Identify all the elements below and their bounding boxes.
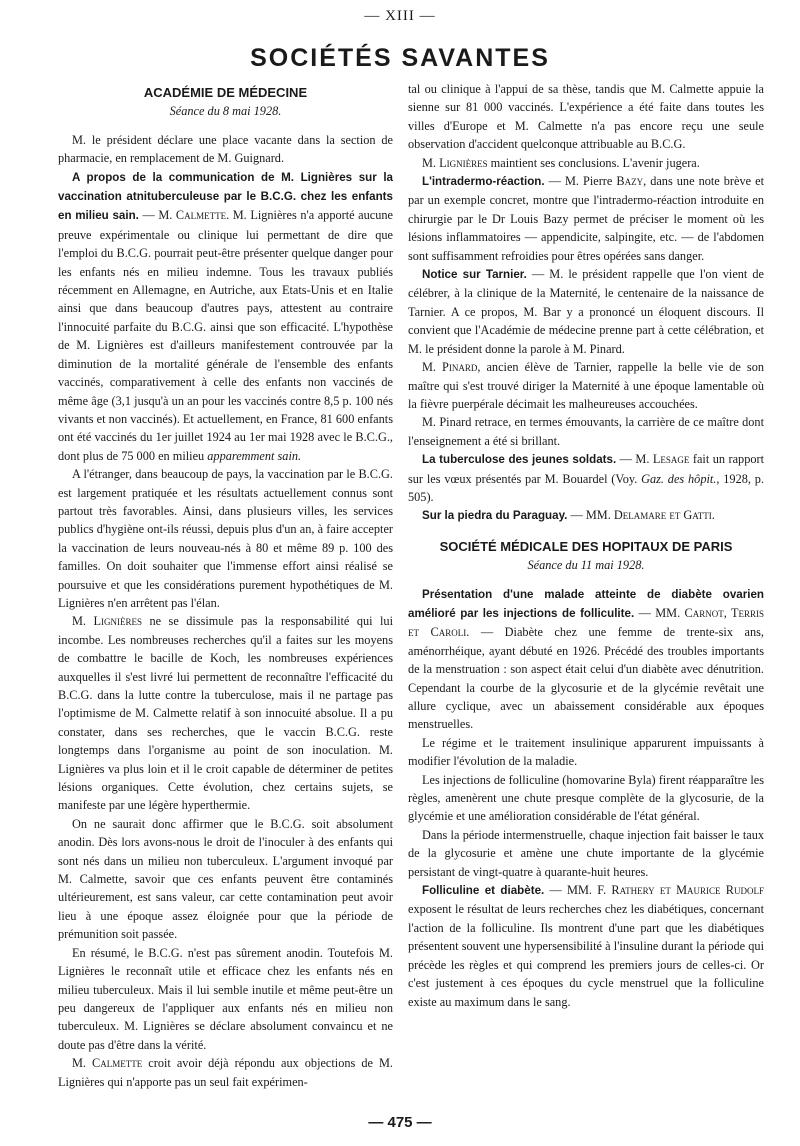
article-heading: Notice sur Tarnier. [422,268,527,282]
page-title: SOCIÉTÉS SAVANTES [250,44,550,72]
roman-page-number: — XIII — [364,8,436,24]
section-title-hopitaux: SOCIÉTÉ MÉDICALE DES HOPITAUX DE PARIS [439,538,733,554]
section-title-academie: ACADÉMIE DE MÉDECINE [143,85,308,100]
seance-date: Séance du 11 mai 1928. [527,558,645,573]
paragraph: Le régime et le traitement insulinique apparurent impuissants à modifier l'évolution de la maladie. [408,735,764,769]
paragraph: M. Lignières maintient ses conclusions. L'avenir jugera. [422,155,700,170]
article-heading: Présentation d'une malade atteinte de diabète ovarien amélioré par les injections de folliculite. [408,587,764,620]
paragraph: Dans la période intermenstruelle, chaque injection fait baisser le taux de la glycosurie et amène une chute importante de la glycémie persistant de vingt-quatre à quarante-huit heures. [408,827,764,879]
paragraph: M. Pinard, ancien élève de Tarnier, rappelle la belle vie de son maître qui s'est trouvé diriger la Maternité à une époque lamentable où la fièvre puerpérale décimait les malheureuses accouchées. [408,360,764,411]
paragraph: En résumé, le B.C.G. n'est pas sûrement anodin. Toutefois M. Lignières le reconnaît utile et efficace chez les enfants nés en milieu tuberculeux. Mais il lui semble inutile et même peut-être un peu dangereux de l'appliquer aux enfants nés en milieu non tuberculeux. M. Lignières se déclare absolument convaincu et ne doute pas d'être dans la vérité. [58,945,393,1052]
paragraph: A l'étranger, dans beaucoup de pays, la vaccination par le B.C.G. est largement pratiquée et les résultats actuellement connus sont partout très favorables. Ainsi, dans plusieurs villes, les services publics d'hygiène ont-ils réussi, depuis plus d'un an, à faire accepter la vaccination de leurs nouveau-nés à 80 et même 89 p. 100 des familles. On doit souhaiter que l'immense effort ainsi réalisé se poursuive et que les considérations purement hypothétiques de M. Lignières n'en arrêtent pas l'élan. [58,467,393,610]
article-heading: A propos de la communication de M. Lignières sur la vaccination atnituberculeuse par le B.C.G. chez les enfants en milieu sain. [58,170,393,223]
author-name: Rathery et Maurice Rudolf [611,883,765,898]
article-heading: La tuberculose des jeunes soldats. [422,453,617,467]
author-name: Calmette [92,1056,143,1071]
article-heading: Sur la piedra du Paraguay. [422,509,568,523]
right-column [408,80,764,1011]
paragraph: Les injections de folliculine (homovarine Byla) firent réapparaître les règles, amenèrent une chute presque complète de la glycosurie, de la glycémie et une amélioration considérable de l'état général. [408,772,764,824]
author-name: Pinard [442,360,478,375]
page-number: — 475 — [368,1114,432,1131]
paragraph: L'intradermo-réaction. — M. Pierre Bazy, dans une note brève et par un exemple concret, montre que l'intradermo-réaction introduite en chirurgie par le Dr Louis Bazy permet de préciser le moment où les lésions inflammatoires — appendicite, salpingite, etc. — de l'abdomen sont suffisamment refroidies pour êtres opérées sans danger. [408,174,764,263]
section-spacer [408,526,764,534]
paragraph: M. Lignières ne se dissimule pas la responsabilité qui lui incombe. Les nombreuses recherches qu'il a faites sur les moyens de combattre le bacille de Koch, les nombreuses expériences auxquelles il s'est livré lui permettent de reconnaître l'efficacité du B.C.G. dans la lutte contre la tuberculose, mais il ne partage pas l'optimisme de M. Calmette relatif à son innocuité absolue. Il a pu constater, dans ses recherches, que le vaccin B.C.G. reste longtemps dans l'organisme au point de son inoculation. M. Lignières va plus loin et il le croit capable de déterminer de petites lésions organiques. Cette évolution, chez certains sujets, se manifeste par une légère hyperthermie. [58,614,393,813]
paragraph: A propos de la communication de M. Lignières sur la vaccination atnituberculeuse par le B.C.G. chez les enfants en milieu sain. — M. Calmette. M. Lignières n'a apporté aucune preuve expérimentale ou clinique lui permettant de dire que l'emploi du B.C.G. pourrait peut-être présenter quelque danger pour les enfants nés en milieu indemne. Tous les travaux publiés récemment en Allemagne, en Autriche, aux Etats-Unis et en Italie ainsi que dans beaucoup d'autres pays, attestent au contraire l'innocuité parfaite du B.C.G. ainsi que son efficacité. L'hypothèse de M. Lignières est d'ailleurs manifestement controuvée par la diminution de la mortalité générale de l'ensemble des enfants vaccinés, comparativement à celle des enfants non vaccinés de même âge (3,1 jusqu'à un an pour les vaccinés contre 8,5 p. 100 nés vivants et non vaccinés). Et actuellement, en France, 81 600 enfants ont été vaccinés du 1er juillet 1924 au 1er mai 1928 avec le B.C.G., dont plus de 75 000 en milieu apparemment sain. [58,170,393,463]
paragraph: M. le président déclare une place vacante dans la section de pharmacie, en remplacement de M. Guignard. [58,132,393,166]
seance-date: Séance du 8 mai 1928. [169,104,282,119]
author-name: Lignières [93,614,142,629]
author-name: Lignières [439,155,488,170]
paragraph: On ne saurait donc affirmer que le B.C.G. soit absolument anodin. Dès lors avons-nous le droit de l'inoculer à des enfants qui sont nés dans un milieu non tuberculeux. L'argument invoqué par M. Calmette, savoir que ces enfants peuvent être contaminés ultérieurement, est sans valeur, car cette contamination peut avoir lieu à une époque assez éloignée pour que la période de prémunition soit passée. [58,816,393,942]
author-name: Carnot, Terris et Caroli [408,605,764,640]
paragraph: tal ou clinique à l'appui de sa thèse, tandis que M. Calmette appuie la sienne sur 81 000 vaccinés. L'expérience a été faite dans toutes les villes d'Europe et M. Calmette n'a pas encore reçu une seule observation d'accident quelconque attribuable au B.C.G. [408,82,764,152]
paragraph: Présentation d'une malade atteinte de diabète ovarien amélioré par les injections de folliculite. — MM. Carnot, Terris et Caroli. — Diabète chez une femme de trente-six ans, aménorrhéique, ayant débuté en 1926. Précédé des troubles importants de la menstruation : son aspect était celui d'un diabète avec dénutrition. Cependant la courbe de la glycosurie et de la glycémie revêtait une allure cyclique, avec un abaissement considérable aux époques menstruelles. [408,587,764,732]
article-heading: L'intradermo-réaction. [422,175,545,189]
left-column [58,80,393,1091]
paragraph: Sur la piedra du Paraguay. — MM. Delamare et Gatti. [422,508,715,523]
paragraph: Notice sur Tarnier. — M. le président rappelle que l'on vient de célébrer, à la clinique de la Maternité, le centenaire de la naissance de Tarnier. A ce propos, M. Bar y a prononcé un éloquent discours. Il convient que l'Académie de médecine prenne part à cette célébration, et M. le président donne la parole à M. Pinard. [408,267,764,356]
author-name: Lesage [652,452,690,467]
article-heading: Folliculine et diabète. [422,884,545,898]
paragraph: M. Pinard retrace, en termes émouvants, la carrière de ce maître dont l'enseignement a été si brillant. [408,415,764,448]
author-name: Delamare et Gatti [613,508,712,523]
paragraph: M. Calmette croit avoir déjà répondu aux objections de M. Lignières qui n'apporte pas un seul fait expérimen- [58,1056,393,1089]
author-name: Bazy [616,174,644,189]
paragraph: Folliculine et diabète. — MM. F. Rathery et Maurice Rudolf exposent le résultat de leurs recherches chez les diabétiques, concernant l'action de la folliculine. Ils montrent d'une part que les diabétiques présentent souvent une hypersensibilité à l'insuline durant la période qui précède les règles et qui comprend les premiers jours de celles-ci. Or c'est justement à ces époques du cycle menstruel que la folliculine existe au maximum dans le sang. [408,883,765,1009]
paragraph: La tuberculose des jeunes soldats. — M. Lesage fait un rapport sur les vœux présentés par M. Bouardel (Voy. Gaz. des hôpit., 1928, p. 505). [408,452,764,504]
author-name: Calmette [175,208,227,223]
